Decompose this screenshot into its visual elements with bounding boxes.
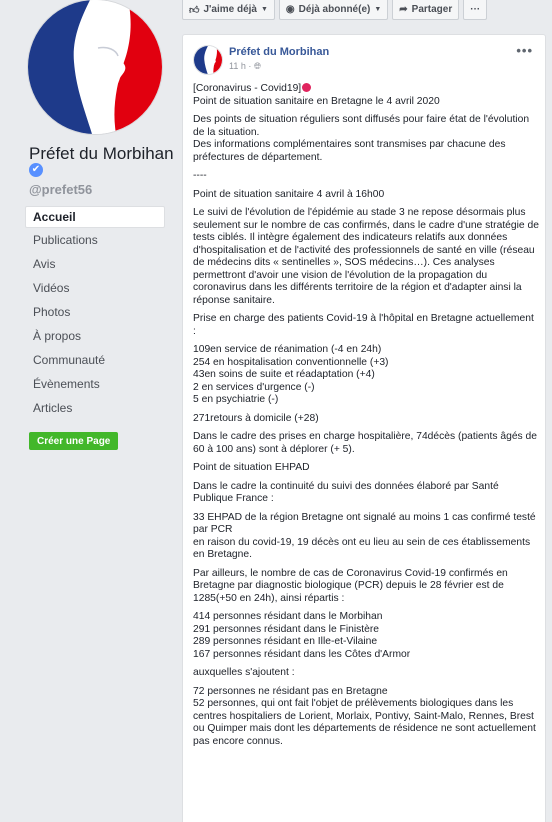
post-line: 254 en hospitalisation conventionnelle (+3)	[193, 356, 389, 368]
post-line: 291 personnes résidant dans le Finistère	[193, 623, 380, 635]
post-line: 2 en services d'urgence (-)	[193, 381, 315, 393]
sidebar-item-videos[interactable]: Vidéos	[33, 281, 70, 295]
caret-down-icon: ▼	[260, 6, 268, 13]
post-line: 167 personnes résidant dans les Côtes d'Armor	[193, 648, 411, 660]
post-line: Des points de situation réguliers sont diffusés pour faire état de l'évolution de la situation.	[193, 114, 530, 138]
post-paragraph	[193, 189, 539, 202]
red-circle-emoji-icon	[302, 83, 311, 92]
sidebar-item-photos[interactable]: Photos	[33, 305, 71, 319]
post-line: Dans le cadre des prises en charge hospitalière, 74décès (patients âgés de 60 à 100 ans) sont à déplorer (+ 5).	[193, 431, 538, 455]
post-line: Point de situation sanitaire en Bretagne le 4 avril 2020	[193, 95, 440, 107]
like-page-button[interactable]	[182, 0, 275, 20]
post-paragraph	[193, 313, 539, 338]
post-timestamp[interactable]	[229, 61, 261, 72]
post-line: Dans le cadre la continuité du suivi des données élaboré par Santé Publique France :	[193, 480, 499, 504]
sidebar-item-avis[interactable]: Avis	[33, 257, 56, 271]
post-line: 271retours à domicile (+28)	[193, 412, 319, 424]
post-paragraph	[193, 114, 539, 164]
sidebar-item-evenements[interactable]: Évènements	[33, 377, 100, 391]
page-title: Préfet du Morbihan	[29, 144, 174, 163]
post-line: Point de situation EHPAD	[193, 462, 310, 473]
post-paragraph	[193, 431, 539, 456]
post-line: Prise en charge des patients Covid-19 à l'hôpital en Bretagne actuellement :	[193, 313, 534, 337]
thumbs-up-icon: 👍︎	[189, 4, 200, 16]
post-paragraph	[193, 686, 539, 749]
share-arrow-icon: ➦	[399, 4, 408, 15]
page-sidebar-nav	[25, 206, 165, 420]
page-action-bar	[182, 0, 491, 20]
post-card	[182, 34, 546, 822]
share-page-label: Partager	[411, 4, 453, 15]
marianne-logo-icon	[194, 46, 223, 75]
sidebar-item-articles[interactable]: Articles	[33, 401, 73, 415]
post-text	[193, 83, 539, 754]
post-paragraph	[193, 413, 539, 426]
sidebar-item-accueil[interactable]: Accueil	[25, 206, 165, 228]
post-paragraph	[193, 83, 539, 108]
post-line: 52 personnes, qui ont fait l'objet de prélèvements biologiques dans les centres hospitaliers de Lorient, Morlaix, Pontivy, Saint-Malo, Rennes, Brest ou Quimper mais dont les départements de résidence ne sont actuellement pas encore connus.	[193, 698, 536, 747]
post-line: Point de situation sanitaire 4 avril à 16h00	[193, 188, 385, 200]
verified-badge-icon: ✔	[29, 163, 43, 177]
post-paragraph	[193, 462, 539, 475]
sidebar-item-communaute[interactable]: Communauté	[33, 353, 106, 367]
post-paragraph	[193, 667, 539, 680]
post-paragraph	[193, 568, 539, 606]
post-line: Par ailleurs, le nombre de cas de Coronavirus Covid-19 confirmés en Bretagne par diagnostic biologique (PCR) depuis le 28 février est de 1285(+50 en 24h), ainsi répartis :	[193, 567, 508, 604]
post-options-button[interactable]: •••	[516, 43, 533, 58]
post-line: ----	[193, 170, 207, 181]
post-line: Le suivi de l'évolution de l'épidémie au stade 3 ne repose désormais plus seulement sur le nombre de cas confirmés, dans le cadre d'une stratégie de tests ciblés. Il intègre également des indicateurs relatifs aux données d'hospitalisation et de l'activité des professionnels de santé en ville (réseau de médecins dits « sentinelles », SOS médecins…). Ces analyses permettront d'avoir une vision de l'évolution de la propagation du coronavirus dans les différents territoire de la région et d'adapter ainsi la réponse sanitaire.	[193, 207, 539, 306]
post-line: 72 personnes ne résidant pas en Bretagne	[193, 685, 388, 697]
follow-page-label: Déjà abonné(e)	[298, 4, 371, 15]
post-line: 289 personnes résidant en Ille-et-Vilaine	[193, 636, 378, 647]
post-line: auxquelles s'ajoutent :	[193, 667, 295, 678]
more-options-button[interactable]: ···	[463, 0, 487, 20]
sidebar-item-publications[interactable]: Publications	[33, 233, 98, 247]
page-handle[interactable]: @prefet56	[29, 182, 93, 197]
post-line: [Coronavirus - Covid19]	[193, 83, 302, 94]
caret-down-icon: ▼	[374, 6, 382, 13]
post-author-name[interactable]: Préfet du Morbihan	[229, 46, 330, 58]
post-paragraph	[193, 170, 539, 183]
post-line: 33 EHPAD de la région Bretagne ont signalé au moins 1 cas confirmé testé par PCR	[193, 511, 536, 535]
post-paragraph	[193, 207, 539, 307]
post-paragraph	[193, 512, 539, 562]
post-line: 43en soins de suite et réadaptation (+4)	[193, 369, 375, 380]
post-line: 5 en psychiatrie (-)	[193, 394, 279, 405]
post-line: Des informations complémentaires sont transmises par chacune des préfectures de département.	[193, 139, 506, 163]
marianne-logo-icon	[28, 0, 162, 134]
follow-page-button[interactable]	[279, 0, 388, 20]
share-page-button[interactable]	[392, 0, 459, 20]
post-paragraph	[193, 611, 539, 661]
sidebar-item-a-propos[interactable]: À propos	[33, 329, 82, 343]
rss-follow-icon: ◉	[285, 4, 295, 15]
post-author-avatar[interactable]	[193, 45, 223, 75]
post-paragraph	[193, 344, 539, 407]
post-line: en raison du covid-19, 19 décès ont eu lieu au sein de ces établissements en Bretagne.	[193, 536, 531, 560]
create-page-button[interactable]: Créer une Page	[29, 432, 118, 450]
like-page-label: J'aime déjà	[203, 4, 257, 15]
globe-icon: 🌐︎	[253, 61, 262, 71]
post-line: 109en service de réanimation (-4 en 24h)	[193, 344, 382, 355]
post-line: 414 personnes résidant dans le Morbihan	[193, 611, 383, 622]
post-time: 11 h ·	[229, 61, 252, 71]
profile-picture[interactable]	[28, 0, 162, 134]
post-paragraph	[193, 481, 539, 506]
